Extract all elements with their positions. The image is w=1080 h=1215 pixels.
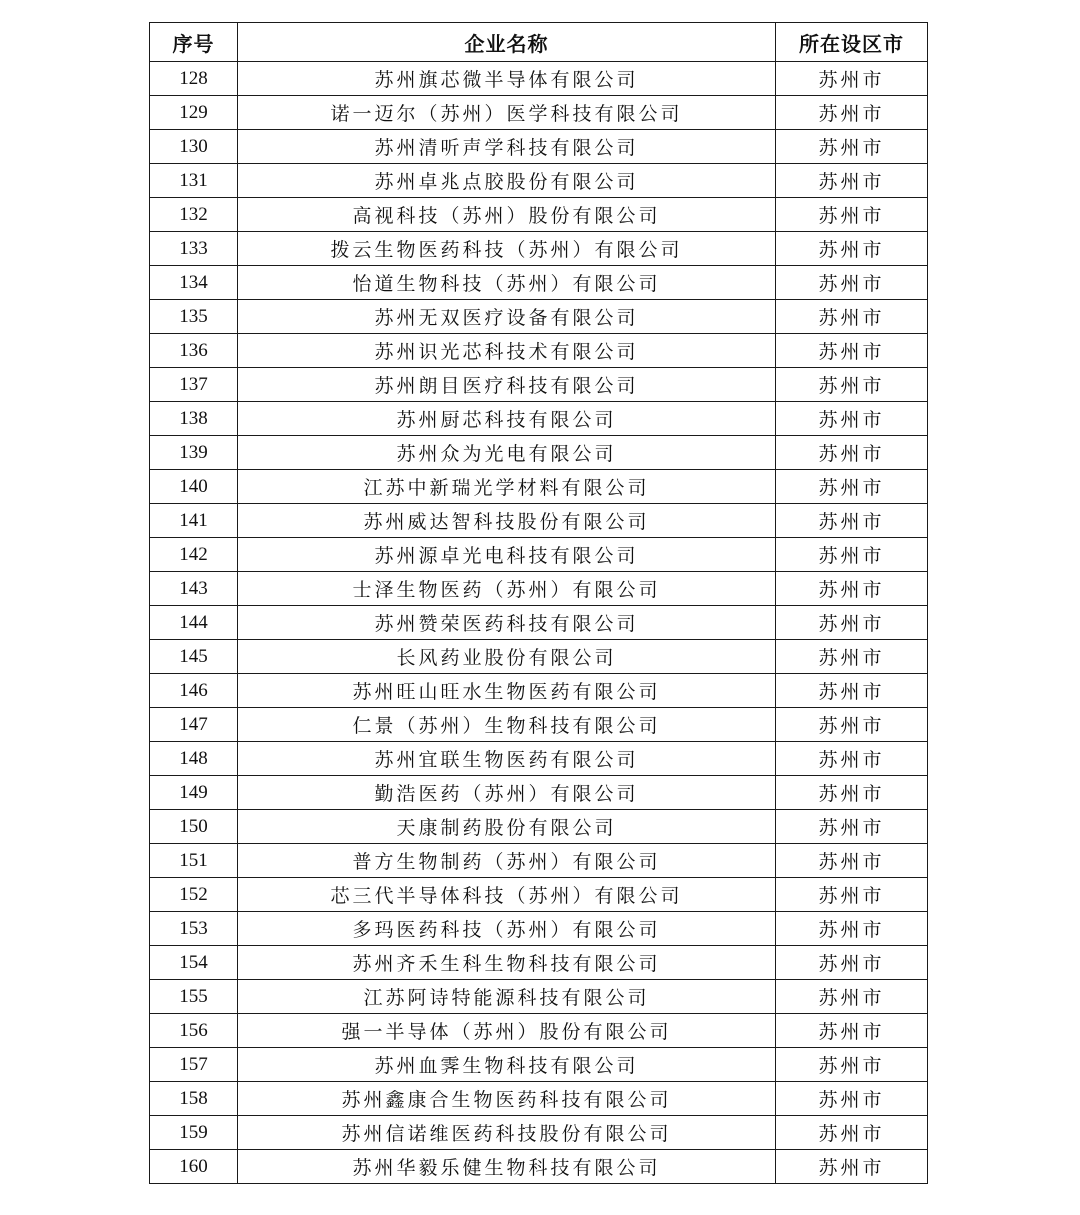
city-cell: 苏州市 bbox=[776, 232, 928, 266]
city-cell: 苏州市 bbox=[776, 368, 928, 402]
table-row bbox=[150, 946, 928, 980]
serial-number-cell: 145 bbox=[150, 640, 238, 674]
serial-number-cell: 148 bbox=[150, 742, 238, 776]
city-cell: 苏州市 bbox=[776, 742, 928, 776]
enterprise-name-cell: 勤浩医药（苏州）有限公司 bbox=[238, 776, 776, 810]
serial-number-cell: 153 bbox=[150, 912, 238, 946]
serial-number-cell: 156 bbox=[150, 1014, 238, 1048]
table-row bbox=[150, 96, 928, 130]
enterprise-name-cell: 普方生物制药（苏州）有限公司 bbox=[238, 844, 776, 878]
table-row bbox=[150, 504, 928, 538]
table-row bbox=[150, 402, 928, 436]
city-cell: 苏州市 bbox=[776, 1048, 928, 1082]
city-cell: 苏州市 bbox=[776, 640, 928, 674]
table-row bbox=[150, 436, 928, 470]
serial-number-cell: 158 bbox=[150, 1082, 238, 1116]
city-cell: 苏州市 bbox=[776, 708, 928, 742]
serial-number-cell: 151 bbox=[150, 844, 238, 878]
serial-number-cell: 155 bbox=[150, 980, 238, 1014]
serial-number-cell: 159 bbox=[150, 1116, 238, 1150]
serial-number-cell: 143 bbox=[150, 572, 238, 606]
table-row bbox=[150, 776, 928, 810]
city-cell: 苏州市 bbox=[776, 878, 928, 912]
enterprise-name-cell: 天康制药股份有限公司 bbox=[238, 810, 776, 844]
enterprise-name-cell: 苏州鑫康合生物医药科技有限公司 bbox=[238, 1082, 776, 1116]
city-cell: 苏州市 bbox=[776, 572, 928, 606]
serial-number-cell: 128 bbox=[150, 62, 238, 96]
enterprise-name-cell: 高视科技（苏州）股份有限公司 bbox=[238, 198, 776, 232]
serial-number-cell: 144 bbox=[150, 606, 238, 640]
city-cell: 苏州市 bbox=[776, 674, 928, 708]
city-cell: 苏州市 bbox=[776, 130, 928, 164]
city-cell: 苏州市 bbox=[776, 198, 928, 232]
enterprise-name-cell: 多玛医药科技（苏州）有限公司 bbox=[238, 912, 776, 946]
serial-number-cell: 147 bbox=[150, 708, 238, 742]
serial-number-cell: 130 bbox=[150, 130, 238, 164]
table-row bbox=[150, 844, 928, 878]
serial-number-cell: 154 bbox=[150, 946, 238, 980]
table-row bbox=[150, 470, 928, 504]
enterprise-name-cell: 苏州众为光电有限公司 bbox=[238, 436, 776, 470]
table-row bbox=[150, 300, 928, 334]
enterprise-name-cell: 苏州卓兆点胶股份有限公司 bbox=[238, 164, 776, 198]
enterprise-name-cell: 芯三代半导体科技（苏州）有限公司 bbox=[238, 878, 776, 912]
serial-number-cell: 134 bbox=[150, 266, 238, 300]
enterprise-table bbox=[149, 22, 928, 1184]
table-row bbox=[150, 878, 928, 912]
city-cell: 苏州市 bbox=[776, 164, 928, 198]
table-row bbox=[150, 266, 928, 300]
city-cell: 苏州市 bbox=[776, 470, 928, 504]
table-row bbox=[150, 198, 928, 232]
enterprise-name-cell: 诺一迈尔（苏州）医学科技有限公司 bbox=[238, 96, 776, 130]
enterprise-name-cell: 苏州朗目医疗科技有限公司 bbox=[238, 368, 776, 402]
city-cell: 苏州市 bbox=[776, 810, 928, 844]
table-row bbox=[150, 1048, 928, 1082]
enterprise-name-cell: 怡道生物科技（苏州）有限公司 bbox=[238, 266, 776, 300]
table-header bbox=[150, 23, 928, 62]
table-body bbox=[150, 62, 928, 1184]
serial-number-cell: 132 bbox=[150, 198, 238, 232]
table-row bbox=[150, 912, 928, 946]
city-cell: 苏州市 bbox=[776, 96, 928, 130]
table-row bbox=[150, 810, 928, 844]
header-enterprise-name: 企业名称 bbox=[238, 23, 776, 62]
enterprise-name-cell: 苏州齐禾生科生物科技有限公司 bbox=[238, 946, 776, 980]
city-cell: 苏州市 bbox=[776, 844, 928, 878]
city-cell: 苏州市 bbox=[776, 334, 928, 368]
city-cell: 苏州市 bbox=[776, 980, 928, 1014]
enterprise-name-cell: 苏州无双医疗设备有限公司 bbox=[238, 300, 776, 334]
serial-number-cell: 150 bbox=[150, 810, 238, 844]
city-cell: 苏州市 bbox=[776, 776, 928, 810]
table-row bbox=[150, 1150, 928, 1184]
city-cell: 苏州市 bbox=[776, 504, 928, 538]
enterprise-name-cell: 苏州赞荣医药科技有限公司 bbox=[238, 606, 776, 640]
enterprise-name-cell: 拨云生物医药科技（苏州）有限公司 bbox=[238, 232, 776, 266]
enterprise-name-cell: 苏州厨芯科技有限公司 bbox=[238, 402, 776, 436]
serial-number-cell: 142 bbox=[150, 538, 238, 572]
serial-number-cell: 139 bbox=[150, 436, 238, 470]
table-row bbox=[150, 368, 928, 402]
serial-number-cell: 160 bbox=[150, 1150, 238, 1184]
enterprise-name-cell: 苏州华毅乐健生物科技有限公司 bbox=[238, 1150, 776, 1184]
serial-number-cell: 133 bbox=[150, 232, 238, 266]
enterprise-name-cell: 强一半导体（苏州）股份有限公司 bbox=[238, 1014, 776, 1048]
table-row bbox=[150, 164, 928, 198]
table-row bbox=[150, 62, 928, 96]
table-row bbox=[150, 1014, 928, 1048]
serial-number-cell: 140 bbox=[150, 470, 238, 504]
enterprise-name-cell: 长风药业股份有限公司 bbox=[238, 640, 776, 674]
header-row bbox=[150, 23, 928, 62]
city-cell: 苏州市 bbox=[776, 62, 928, 96]
header-serial-number: 序号 bbox=[150, 23, 238, 62]
serial-number-cell: 152 bbox=[150, 878, 238, 912]
table-row bbox=[150, 232, 928, 266]
table-row bbox=[150, 130, 928, 164]
header-city: 所在设区市 bbox=[776, 23, 928, 62]
serial-number-cell: 135 bbox=[150, 300, 238, 334]
enterprise-name-cell: 苏州宜联生物医药有限公司 bbox=[238, 742, 776, 776]
table-row bbox=[150, 1082, 928, 1116]
city-cell: 苏州市 bbox=[776, 538, 928, 572]
enterprise-name-cell: 苏州识光芯科技术有限公司 bbox=[238, 334, 776, 368]
city-cell: 苏州市 bbox=[776, 946, 928, 980]
table-row bbox=[150, 674, 928, 708]
serial-number-cell: 136 bbox=[150, 334, 238, 368]
city-cell: 苏州市 bbox=[776, 436, 928, 470]
table-row bbox=[150, 334, 928, 368]
enterprise-name-cell: 苏州清听声学科技有限公司 bbox=[238, 130, 776, 164]
enterprise-name-cell: 苏州源卓光电科技有限公司 bbox=[238, 538, 776, 572]
enterprise-name-cell: 苏州信诺维医药科技股份有限公司 bbox=[238, 1116, 776, 1150]
city-cell: 苏州市 bbox=[776, 266, 928, 300]
enterprise-name-cell: 苏州旺山旺水生物医药有限公司 bbox=[238, 674, 776, 708]
city-cell: 苏州市 bbox=[776, 1082, 928, 1116]
enterprise-name-cell: 仁景（苏州）生物科技有限公司 bbox=[238, 708, 776, 742]
serial-number-cell: 138 bbox=[150, 402, 238, 436]
table-row bbox=[150, 538, 928, 572]
city-cell: 苏州市 bbox=[776, 1150, 928, 1184]
city-cell: 苏州市 bbox=[776, 402, 928, 436]
serial-number-cell: 146 bbox=[150, 674, 238, 708]
serial-number-cell: 129 bbox=[150, 96, 238, 130]
enterprise-name-cell: 苏州旗芯微半导体有限公司 bbox=[238, 62, 776, 96]
table-row bbox=[150, 606, 928, 640]
serial-number-cell: 157 bbox=[150, 1048, 238, 1082]
city-cell: 苏州市 bbox=[776, 912, 928, 946]
city-cell: 苏州市 bbox=[776, 1116, 928, 1150]
enterprise-name-cell: 士泽生物医药（苏州）有限公司 bbox=[238, 572, 776, 606]
table-row bbox=[150, 1116, 928, 1150]
serial-number-cell: 149 bbox=[150, 776, 238, 810]
table-row bbox=[150, 742, 928, 776]
serial-number-cell: 137 bbox=[150, 368, 238, 402]
table-row bbox=[150, 708, 928, 742]
enterprise-name-cell: 苏州血霁生物科技有限公司 bbox=[238, 1048, 776, 1082]
city-cell: 苏州市 bbox=[776, 300, 928, 334]
enterprise-name-cell: 苏州威达智科技股份有限公司 bbox=[238, 504, 776, 538]
enterprise-name-cell: 江苏中新瑞光学材料有限公司 bbox=[238, 470, 776, 504]
city-cell: 苏州市 bbox=[776, 1014, 928, 1048]
table-row bbox=[150, 572, 928, 606]
serial-number-cell: 141 bbox=[150, 504, 238, 538]
serial-number-cell: 131 bbox=[150, 164, 238, 198]
city-cell: 苏州市 bbox=[776, 606, 928, 640]
table-row bbox=[150, 980, 928, 1014]
enterprise-name-cell: 江苏阿诗特能源科技有限公司 bbox=[238, 980, 776, 1014]
table-row bbox=[150, 640, 928, 674]
